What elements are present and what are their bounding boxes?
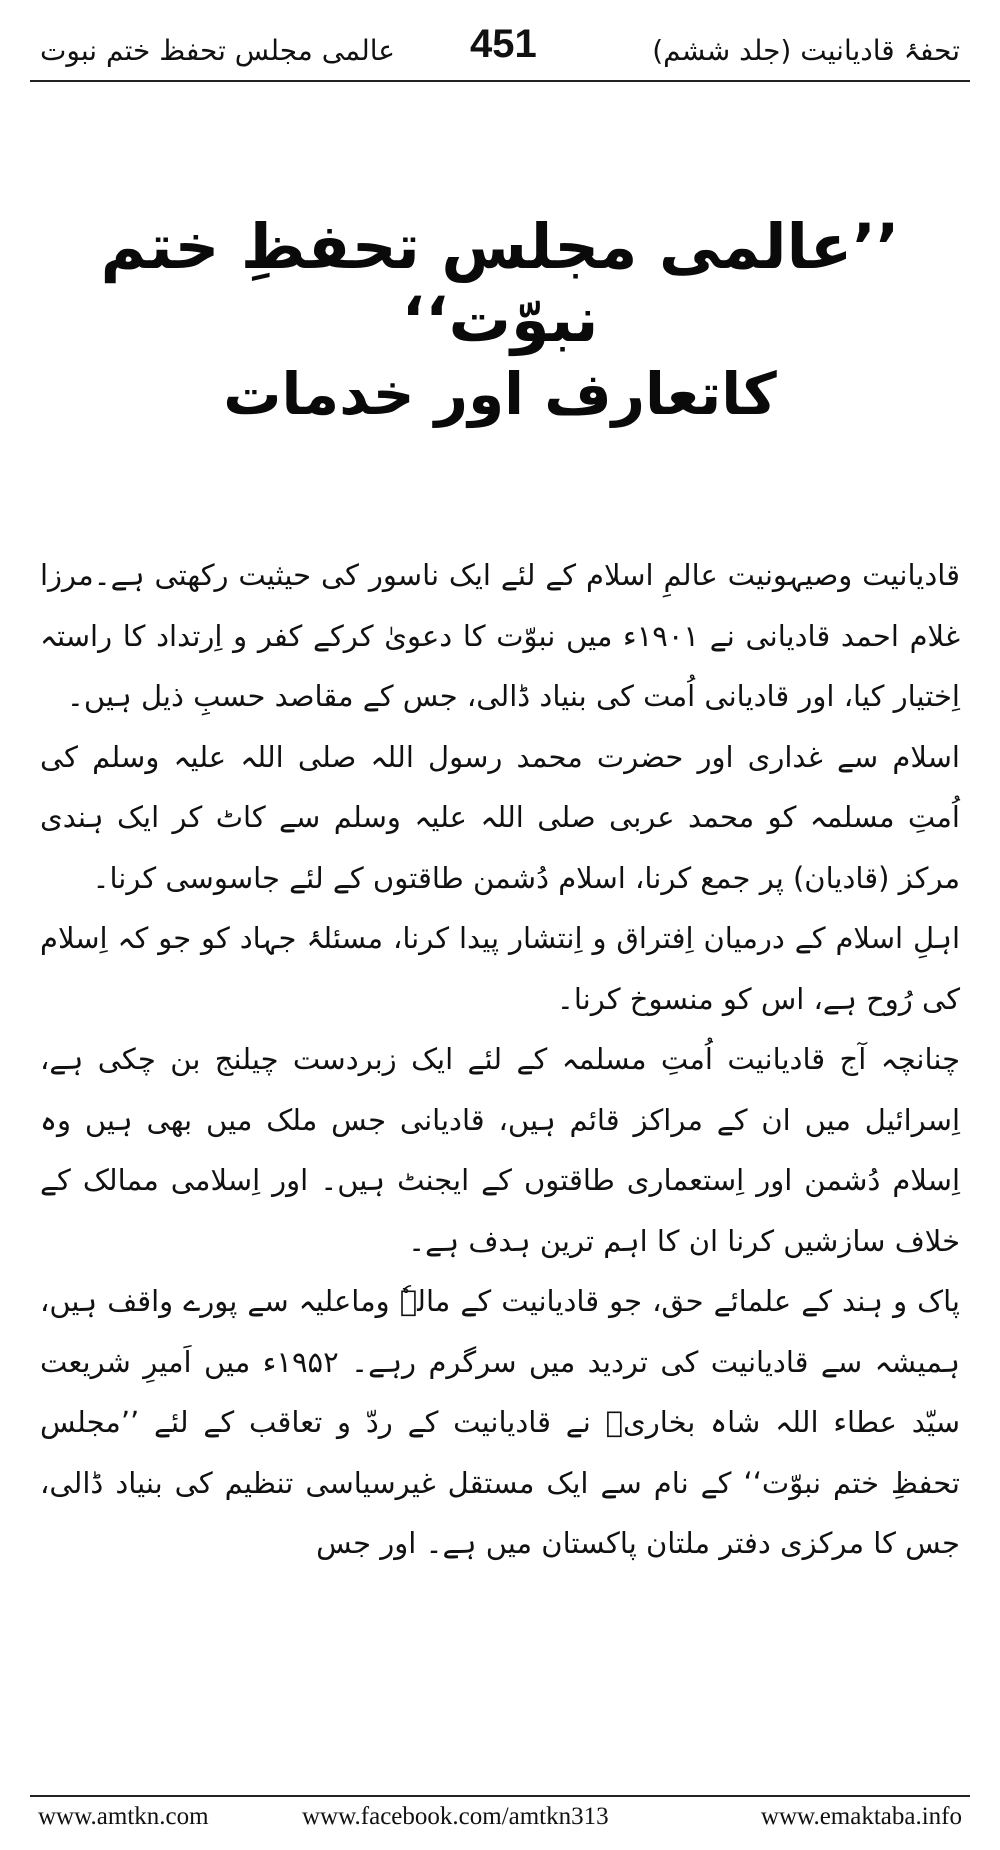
header-book-title: تحفۂ قادیانیت (جلد ششم) bbox=[652, 34, 960, 67]
chapter-subtitle: کاتعارف اور خدمات bbox=[223, 360, 777, 428]
page-footer bbox=[30, 1795, 970, 1837]
page-header bbox=[30, 22, 970, 82]
footer-link-emaktaba[interactable]: www.emaktaba.info bbox=[760, 1803, 962, 1830]
paragraph: اسلام سے غداری اور حضرت محمد رسول اللہ صلی اللہ علیہ وسلم کی اُمتِ مسلمہ کو محمد عربی صلی اللہ علیہ وسلم سے کاٹ کر ایک ہندی مرکز (قادیان) پر جمع کرنا، اسلام دُشمن طاقتوں کے لئے جاسوسی کرنا۔ bbox=[40, 739, 960, 895]
header-org-title: عالمی مجلس تحفظ ختم نبوت bbox=[40, 34, 396, 67]
paragraph: قادیانیت وصیہونیت عالمِ اسلام کے لئے ایک ناسور کی حیثیت رکھتی ہے۔مرزا غلام احمد قادیانی نے ۱۹۰۱ء میں نبوّت کا دعویٰ کرکے کفر و اِرتداد کا راستہ اِختیار کیا، اور قادیانی اُمت کی بنیاد ڈالی، جس کے مقاصد حسبِ ذیل ہیں۔ bbox=[40, 558, 960, 713]
footer-link-amtkn[interactable]: www.amtkn.com bbox=[38, 1803, 209, 1830]
paragraph: چنانچہ آج قادیانیت اُمتِ مسلمہ کے لئے ایک زبردست چیلنج بن چکی ہے، اِسرائیل میں ان کے مراکز قائم ہیں، قادیانی جس ملک میں بھی ہیں وہ اِسلام دُشمن اور اِستعماری طاقتوں کے ایجنٹ ہیں۔ اور اِسلامی ممالک کے خلاف سازشیں کرنا ان کا اہم ترین ہدف ہے۔ bbox=[40, 1042, 960, 1258]
body-text bbox=[40, 545, 960, 1574]
paragraph: پاک و ہند کے علمائے حق، جو قادیانیت کے مالہٗ وماعلیہ سے پورے واقف ہیں، ہمیشہ سے قادیانیت کی تردید میں سرگرم رہے۔ ۱۹۵۲ء میں اَمیرِ شریعت سیّد عطاء اللہ شاہ بخاریؒ نے قادیانیت کے ردّ و تعاقب کے لئے ’’مجلس تحفظِ ختم نبوّت‘‘ کے نام سے ایک مستقل غیرسیاسی تنظیم کی بنیاد ڈالی، جس کا مرکزی دفتر ملتان پاکستان میں ہے۔ اور جس bbox=[40, 1284, 960, 1560]
paragraph: اہلِ اسلام کے درمیان اِفتراق و اِنتشار پیدا کرنا، مسئلۂ جہاد کو جو کہ اِسلام کی رُوح ہے، اس کو منسوخ کرنا۔ bbox=[40, 921, 960, 1016]
page-number: 451 bbox=[470, 22, 537, 66]
chapter-title: ’’عالمی مجلس تحفظِ ختم نبوّت‘‘ bbox=[100, 210, 900, 356]
footer-link-facebook[interactable]: www.facebook.com/amtkn313 bbox=[302, 1803, 609, 1830]
